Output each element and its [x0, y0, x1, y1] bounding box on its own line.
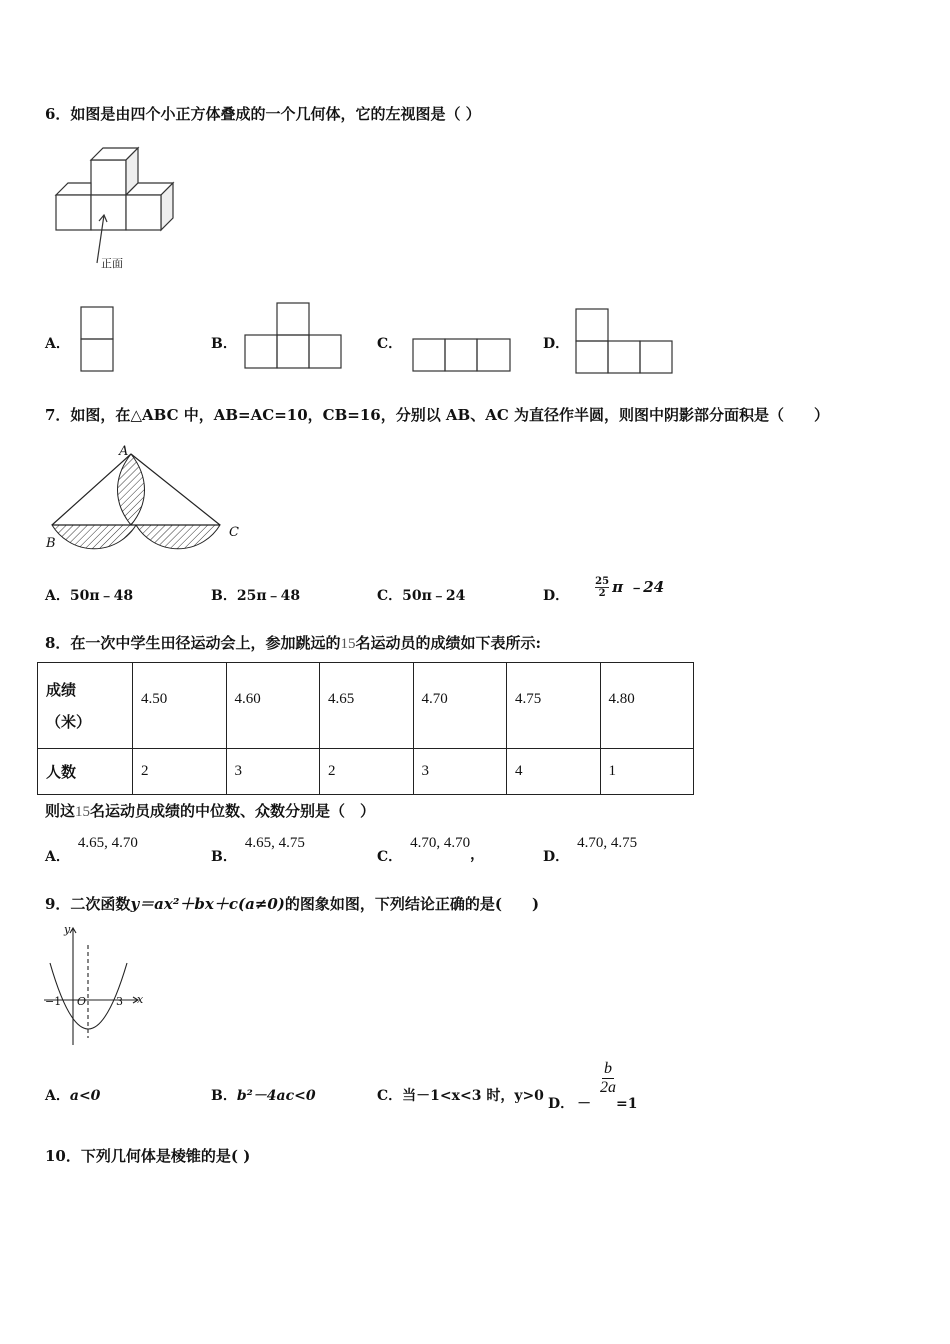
q6-option-d-figure[interactable] — [575, 308, 673, 374]
q8-stem: 8．在一次中学生田径运动会上，参加跳远的15名运动员的成绩如下表所示: — [45, 634, 541, 652]
q6-option-b-label[interactable]: B． — [211, 336, 237, 352]
table-cell: 1 — [600, 749, 694, 795]
q6-option-d-label[interactable]: D． — [543, 336, 570, 352]
q9-d-numerator: b — [604, 1060, 613, 1077]
q9-stem: 9．二次函数y＝ax²＋bx＋c(a≠0)的图象如图，下列结论正确的是( ) — [45, 895, 540, 913]
q6-option-c-label[interactable]: C． — [377, 336, 403, 352]
q7-option-c[interactable]: C．50π﹣24 — [377, 588, 466, 604]
q9-option-b[interactable]: B．b²－4ac<0 — [211, 1088, 316, 1104]
q7-semicircle-figure — [40, 445, 250, 555]
table-row — [38, 749, 694, 795]
table-header-people: 人数 — [38, 749, 133, 795]
table-cell: 4.75 — [507, 663, 601, 749]
q9-d-denominator: 2a — [600, 1079, 617, 1096]
table-cell: 2 — [320, 749, 414, 795]
q9-parabola-graph — [42, 925, 152, 1050]
q7-option-a[interactable]: A．50π﹣48 — [45, 588, 134, 604]
table-row — [38, 663, 694, 749]
q9-option-c[interactable]: C．当－1<x<3 时，y>0 — [377, 1088, 544, 1104]
q6-stem: 6．如图是由四个小正方体叠成的一个几何体，它的左视图是（ ） — [45, 105, 481, 123]
q9-axis-y: y — [64, 923, 71, 936]
q9-option-d[interactable]: D． － $\frac{b}{2a}$ =1 — [548, 1060, 638, 1112]
q7-vertex-b: B — [46, 536, 56, 551]
q8-score-table — [37, 662, 694, 795]
q6-option-c-figure[interactable] — [412, 338, 512, 372]
q6-option-a-label[interactable]: A． — [45, 336, 70, 352]
q7-vertex-a: A — [119, 444, 129, 459]
q9-tick-origin: O — [77, 995, 87, 1008]
q8-ask: 则这15名运动员成绩的中位数、众数分别是（ ） — [45, 802, 376, 820]
q8-option-d[interactable]: D．4.70, 4.75 — [543, 835, 638, 865]
q9-option-a[interactable]: A．a<0 — [45, 1088, 101, 1104]
table-cell: 4.70 — [413, 663, 507, 749]
q7-d-rest: π ﹣24 — [612, 578, 665, 596]
q7-d-numerator: 25 — [595, 576, 610, 587]
q9-tick-3: 3 — [116, 995, 123, 1008]
q8-option-c[interactable]: C．4.70, 4.70， — [377, 835, 485, 865]
q7-option-b[interactable]: B．25π﹣48 — [211, 588, 301, 604]
q6-option-b-figure[interactable] — [244, 302, 342, 369]
table-cell: 2 — [133, 749, 227, 795]
table-cell: 4 — [507, 749, 601, 795]
q7-vertex-c: C — [229, 525, 239, 540]
q7-stem: 7．如图，在△ABC 中，AB=AC=10，CB=16，分别以 AB、AC 为直径作半圆，则图中阴影部分面积是（ ） — [45, 406, 830, 424]
q8-option-b[interactable]: B．4.65, 4.75 — [211, 835, 305, 865]
q9-axis-x: x — [137, 993, 144, 1006]
table-cell: 3 — [226, 749, 320, 795]
table-cell: 4.65 — [320, 663, 414, 749]
table-header-score: 成绩 （米） — [38, 663, 133, 749]
q6-front-label: 正面 — [101, 257, 123, 270]
q9-tick-neg1: −1 — [45, 995, 62, 1008]
table-cell: 4.60 — [226, 663, 320, 749]
table-cell: 4.80 — [600, 663, 694, 749]
q6-option-a-figure[interactable] — [80, 306, 114, 372]
q7-option-d[interactable]: D． $\frac{25}{2}$ π ﹣24 — [543, 576, 665, 604]
q8-option-a[interactable]: A．4.65, 4.70 — [45, 835, 138, 865]
q10-stem: 10．下列几何体是棱锥的是( ) — [45, 1147, 251, 1165]
table-cell: 3 — [413, 749, 507, 795]
q7-d-denominator: 2 — [598, 588, 606, 599]
table-cell: 4.50 — [133, 663, 227, 749]
